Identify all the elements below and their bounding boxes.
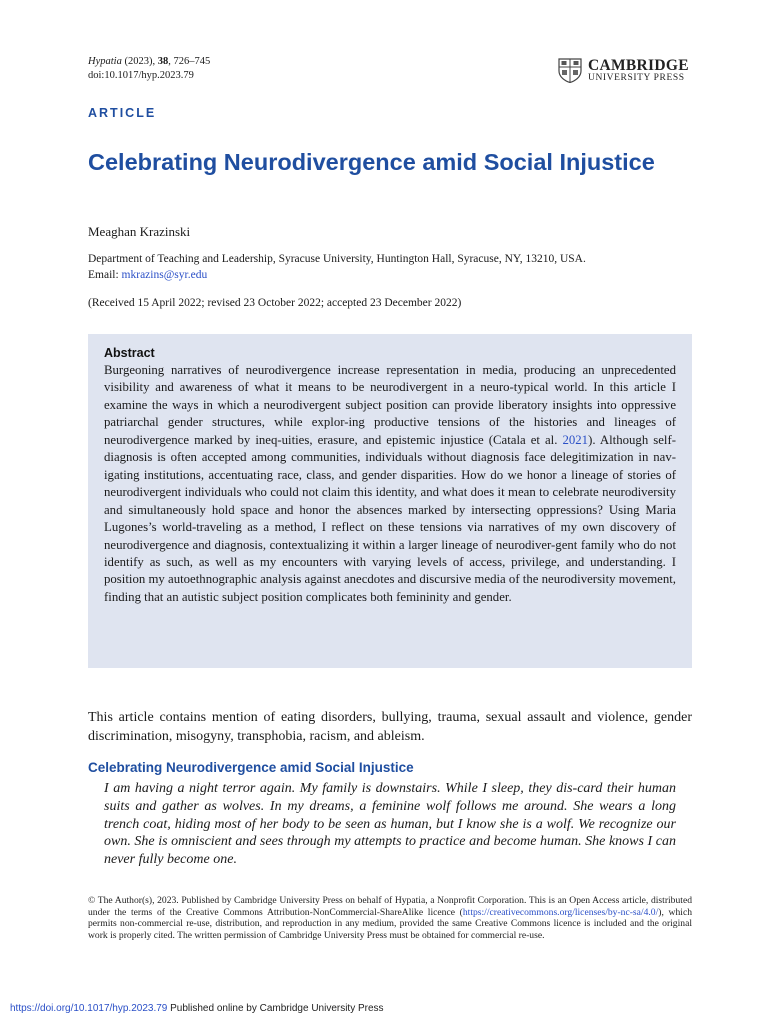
- received-dates: (Received 15 April 2022; revised 23 October 2022; accepted 23 December 2022): [88, 297, 462, 309]
- article-type-label: ARTICLE: [88, 106, 157, 120]
- journal-name: Hypatia: [88, 56, 122, 67]
- publisher-logo[interactable]: [558, 58, 694, 86]
- cambridge-shield-icon: [558, 58, 582, 83]
- citation-link[interactable]: 2021: [562, 432, 589, 447]
- footer-published: Published online by Cambridge University Press: [167, 1003, 384, 1014]
- license-notice: [88, 895, 692, 941]
- content-warning: This article contains mention of eating disorders, bullying, trauma, sexual assault and violence, gender discrimination, misogyny, transphobia, racism, and ableism.: [88, 710, 692, 744]
- article-title: Celebrating Neurodivergence amid Social Injustice: [88, 149, 655, 175]
- abstract-text-part-2: ). Although self-diagnosis is often accepted among communities, individuals without diagnosis face delegitimization in nav-igating institutions, accentuating race, class, and gender disparities. How do we honor a lineage of stories of neurodivergent individuals who could not claim this identity, and what does it mean to celebrate neurodiversity and simultaneously hold space and honor the absences marked by intersecting oppressions? Using Maria Lugones’s world-traveling as a method, I reflect on these tensions via narratives of my own discovery of neurodivergence and diagnosis, contextualizing it within a larger lineage of neurodiver-gent family who do not identify as such, as well as my encounters with varying levels of access, privilege, and understanding. I position my autoethnographic analysis against anecdotes and discursive media of the neurodiversity movement, finding that an autistic subject position complicates both femininity and gender.: [104, 432, 676, 604]
- author-affiliation: Department of Teaching and Leadership, Syracuse University, Huntington Hall, Syracuse, NY, 13210, USA.: [88, 253, 586, 265]
- email-label: Email:: [88, 269, 122, 281]
- publisher-name: CAMBRIDGE: [588, 57, 689, 74]
- section-heading: Celebrating Neurodivergence amid Social Injustice: [88, 760, 414, 775]
- license-text-part-1: © The Author(s), 2023. Published by Cambridge University Press on behalf of Hypatia, a Nonprofit Corporation. This is an Open Access article, distributed under the terms of the Creative Commons Attribution-NonCommercial-ShareAlike licence (: [88, 895, 692, 918]
- email-link[interactable]: mkrazins@syr.edu: [121, 269, 208, 281]
- license-url-link[interactable]: https://creativecommons.org/licenses/by-nc-sa/4.0/: [462, 906, 659, 918]
- author-name: Meaghan Krazinski: [88, 224, 191, 239]
- abstract-text: [104, 362, 676, 606]
- doi-line: doi:10.1017/hyp.2023.79: [88, 70, 194, 81]
- journal-citation: [88, 55, 210, 69]
- abstract-text-part-1: Burgeoning narratives of neurodivergence increase representation in media, producing an unprecedented visibility and awareness of what it means to be neurodivergent in a neuro-typical world. In this article I examine the ways in which a neurodivergent subject position can provide liberatory insights into oppressive patriarchal gender structures, while explor-ing productive tensions of the histories and lineages of neurodivergence marked by ineq-uities, erasure, and epistemic injustice (Catala et al.: [104, 363, 676, 447]
- journal-volume: 38: [157, 56, 169, 67]
- license-text-part-2: ), which permits non-commercial re-use, distribution, and reproduction in any medium, provided the same Creative Commons licence is included and the original work is properly cited. The written permission of Cambridge University Press must be obtained for commercial re-use.: [88, 906, 692, 941]
- abstract-heading: Abstract: [104, 346, 155, 360]
- journal-year: (2023),: [124, 56, 158, 67]
- journal-pages: , 726–745: [168, 56, 211, 67]
- footer-doi-link[interactable]: https://doi.org/10.1017/hyp.2023.79: [10, 1003, 168, 1014]
- email-line: [88, 267, 207, 283]
- epigraph: I am having a night terror again. My family is downstairs. While I sleep, they dis-card their human suits and gather as wolves. In my dreams, a feminine wolf follows me around. She wears a long trench coat, hiding most of her body to be seen as human, but I know she is a wolf. We recognize our own. She is omniscient and sees through my attempts to practice and become human. She knows I can never fully become one.: [104, 781, 676, 868]
- page-footer: [10, 1003, 384, 1014]
- publisher-subtitle: UNIVERSITY PRESS: [588, 73, 685, 83]
